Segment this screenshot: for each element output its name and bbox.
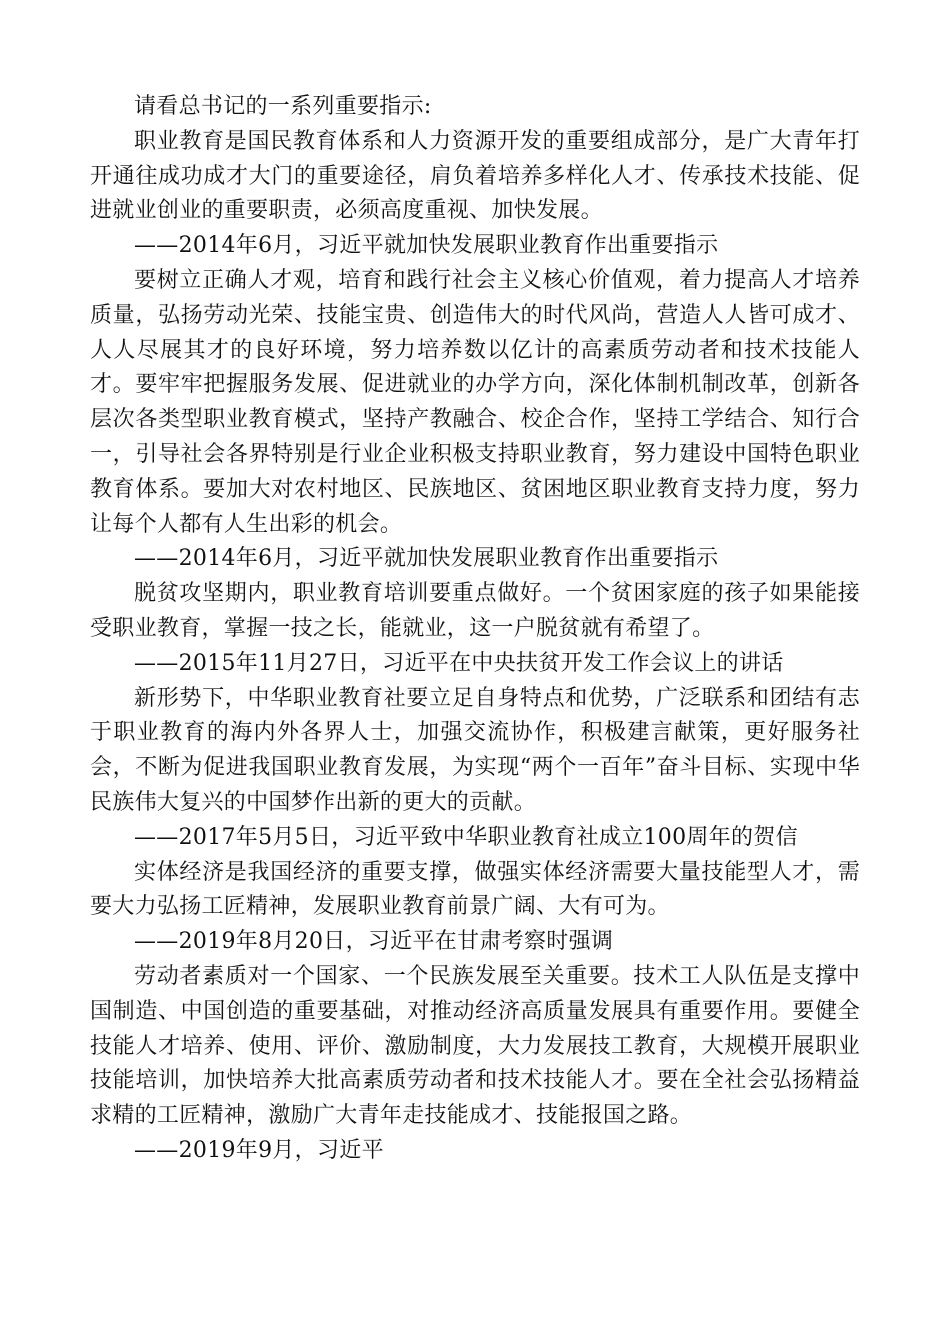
intro-paragraph: 请看总书记的一系列重要指示:	[134, 94, 432, 119]
quote-text-2: 要树立正确人才观，培育和践行社会主义核心价值观，着力提高人才培养质量，弘扬劳动光荣、技能宝贵、创造伟大的时代风尚，营造人人皆可成才、人人尽展其才的良好环境，努力培养数以亿计的高素质劳动者和技术技能人才。要牢牢把握服务发展、促进就业的办学方向，深化体制机制改革，创新各层次各类型职业教育模式，坚持产教融合、校企合作，坚持工学结合、知行合一，引导社会各界特别是行业企业积极支持职业教育，努力建设中国特色职业教育体系。要加大对农村地区、民族地区、贫困地区职业教育支持力度，努力让每个人都有人生出彩的机会。	[90, 267, 860, 537]
quote-source-4: ——2017年5月5日，习近平致中华职业教育社成立100周年的贺信	[134, 824, 798, 850]
quote-source-1: ——2014年6月，习近平就加快发展职业教育作出重要指示	[134, 233, 719, 259]
quote-text-6: 劳动者素质对一个国家、一个民族发展至关重要。技术工人队伍是支撑中国制造、中国创造的重要基础，对推动经济高质量发展具有重要作用。要健全技能人才培养、使用、评价、激励制度，大力发展技工教育，大规模开展职业技能培训，加快培养大批高素质劳动者和技术技能人才。要在全社会弘扬精益求精的工匠精神，激励广大青年走技能成才、技能报国之路。	[90, 963, 860, 1129]
quote-text-3: 脱贫攻坚期内，职业教育培训要重点做好。一个贫困家庭的孩子如果能接受职业教育，掌握一技之长，能就业，这一户脱贫就有希望了。	[90, 581, 860, 641]
quote-source-6: ——2019年9月，习近平	[134, 1137, 384, 1163]
quote-source-5: ——2019年8月20日，习近平在甘肃考察时强调	[134, 929, 614, 955]
quote-text-4: 新形势下，中华职业教育社要立足自身特点和优势，广泛联系和团结有志于职业教育的海内外各界人士，加强交流协作，积极建言献策，更好服务社会，不断为促进我国职业教育发展，为实现“两个一百年”奋斗目标、实现中华民族伟大复兴的中国梦作出新的更大的贡献。	[90, 685, 860, 815]
document-page	[90, 90, 860, 1169]
quote-source-2: ——2014年6月，习近平就加快发展职业教育作出重要指示	[134, 546, 719, 572]
quote-source-3: ——2015年11月27日，习近平在中央扶贫开发工作会议上的讲话	[134, 650, 784, 676]
quote-text-1: 职业教育是国民教育体系和人力资源开发的重要组成部分，是广大青年打开通往成功成才大门的重要途径，肩负着培养多样化人才、传承技术技能、促进就业创业的重要职责，必须高度重视、加快发展。	[90, 128, 860, 224]
quote-text-5: 实体经济是我国经济的重要支撑，做强实体经济需要大量技能型人才，需要大力弘扬工匠精神，发展职业教育前景广阔、大有可为。	[90, 859, 860, 920]
